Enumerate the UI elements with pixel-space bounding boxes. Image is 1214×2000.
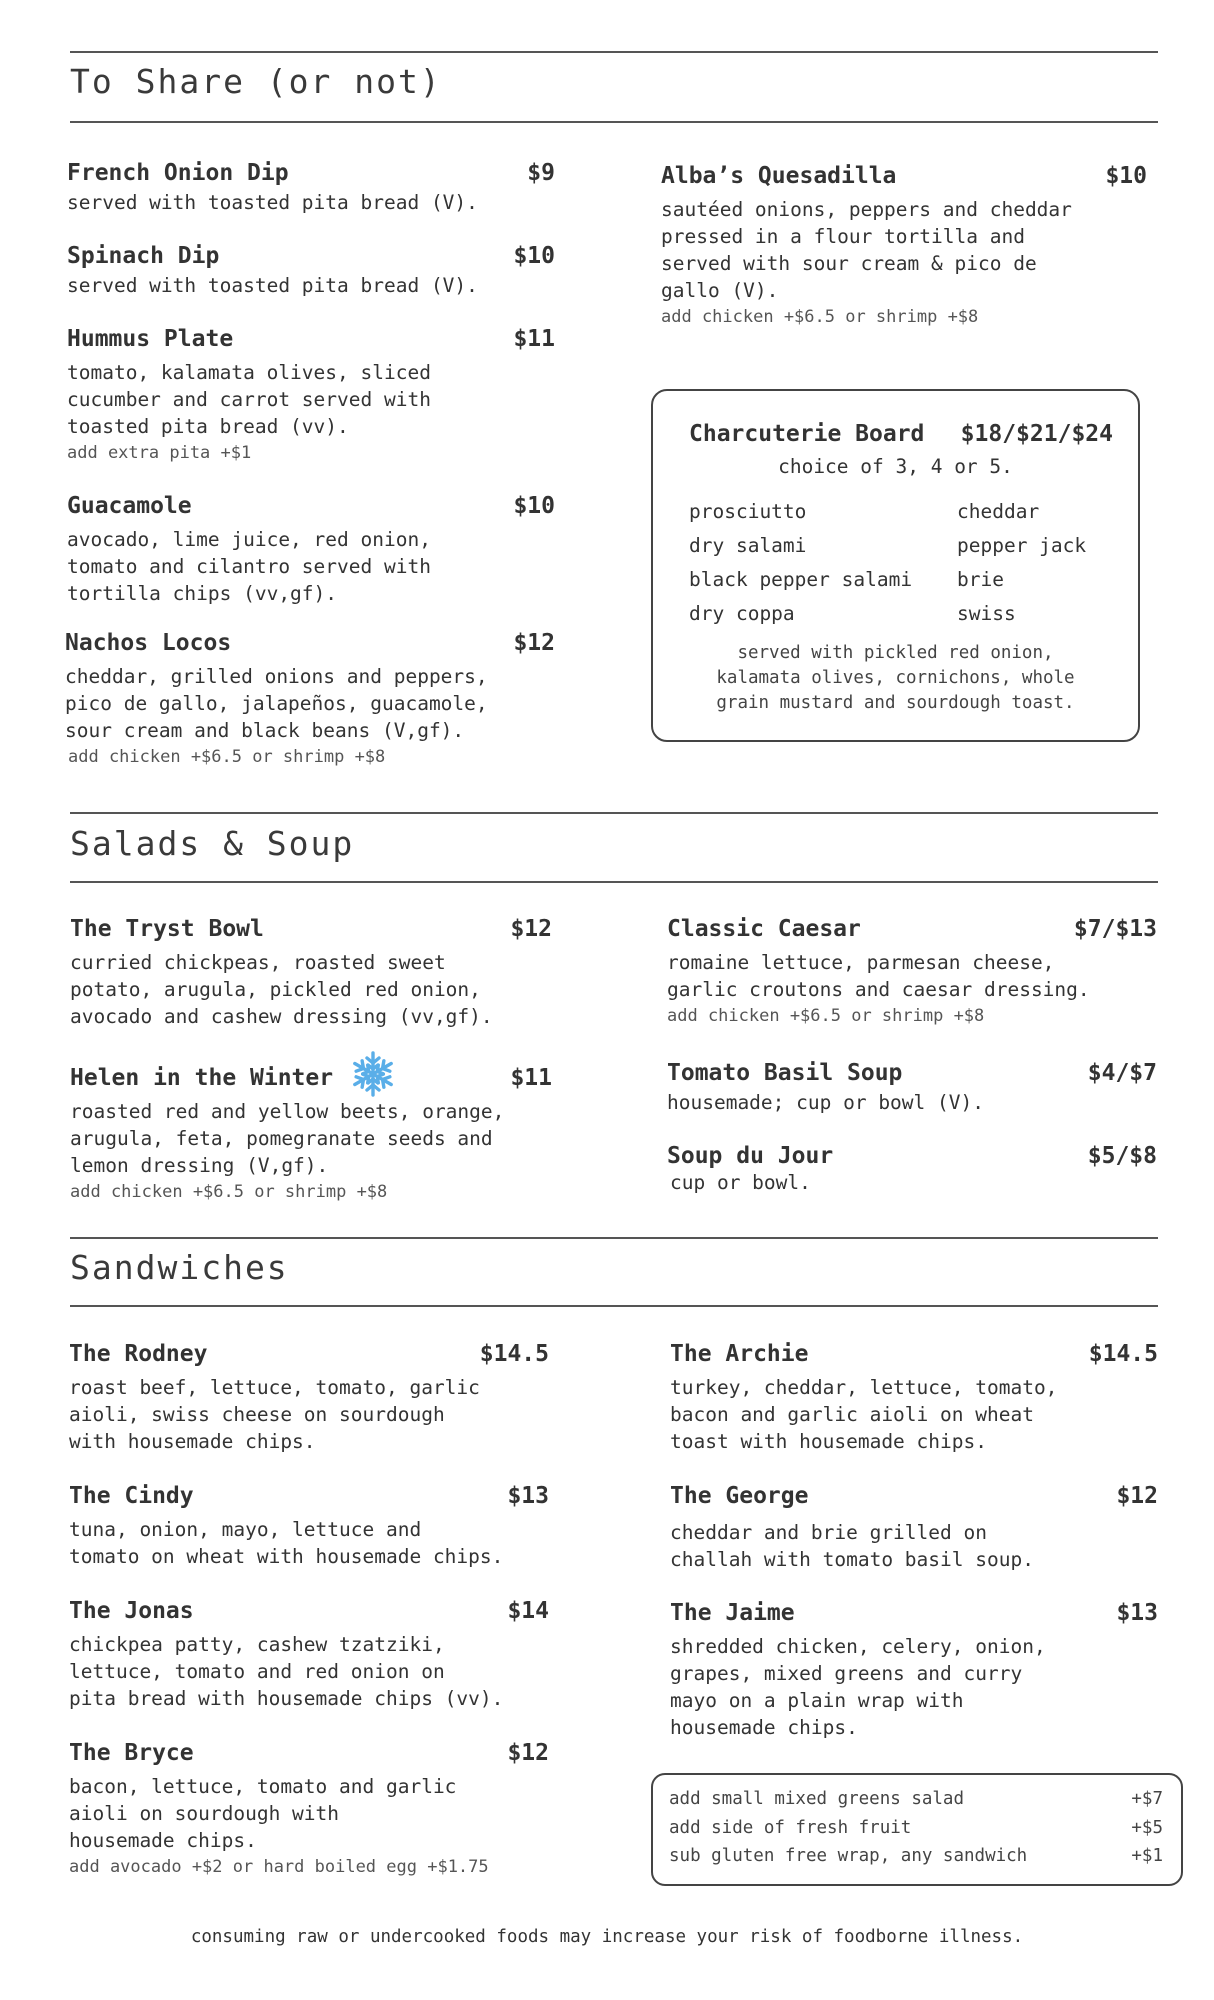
item-name: The Bryce <box>69 1740 194 1766</box>
menu-item-helen-in-the-winter <box>70 1058 552 1203</box>
meat-option: dry coppa <box>689 602 795 625</box>
item-description: romaine lettuce, parmesan cheese, garlic croutons and caesar dressing. <box>667 951 1090 1001</box>
item-addon: add chicken +$6.5 or shrimp +$8 <box>68 747 386 767</box>
section-divider <box>70 881 1158 883</box>
extra-option <box>669 1785 1163 1814</box>
menu-item-guacamole <box>67 493 555 607</box>
item-description: avocado, lime juice, red onion, tomato and cilantro served with tortilla chips (vv,gf). <box>67 528 431 605</box>
item-price: $12 <box>507 1740 549 1766</box>
cheese-option: swiss <box>957 602 1016 625</box>
section-title-salads: Salads & Soup <box>70 824 355 863</box>
extra-price: +$1 <box>1131 1846 1163 1866</box>
item-description: roasted red and yellow beets, orange, arugula, feta, pomegranate seeds and lemon dressing (V,gf). <box>70 1100 505 1177</box>
section-title-sandwiches: Sandwiches <box>70 1248 289 1287</box>
item-description: bacon, lettuce, tomato and garlic aioli on sourdough with housemade chips. <box>69 1775 457 1852</box>
charcuterie-board-box <box>651 389 1140 742</box>
item-name: Spinach Dip <box>67 243 220 269</box>
item-description: served with toasted pita bread (V). <box>67 274 478 297</box>
charcuterie-price: $18/$21/$24 <box>960 421 1113 447</box>
menu-item-the-archie <box>670 1341 1158 1455</box>
item-price: $10 <box>1105 163 1147 189</box>
item-name: Helen in the Winter <box>70 1065 334 1091</box>
section-divider <box>70 812 1158 814</box>
item-price: $14 <box>507 1598 549 1624</box>
section-divider <box>70 121 1158 123</box>
item-description: tuna, onion, mayo, lettuce and tomato on wheat with housemade chips. <box>69 1518 504 1568</box>
item-description: cup or bowl. <box>670 1171 811 1194</box>
item-description: chickpea patty, cashew tzatziki, lettuce, tomato and red onion on pita bread with housemade chips (vv). <box>69 1633 504 1710</box>
item-description: housemade; cup or bowl (V). <box>667 1091 984 1114</box>
item-addon: add chicken +$6.5 or shrimp +$8 <box>70 1182 388 1202</box>
cheese-option: cheddar <box>957 500 1040 523</box>
item-name: The Cindy <box>69 1483 194 1509</box>
charcuterie-note: served with pickled red onion, kalamata olives, cornichons, whole grain mustard and sourdough toast. <box>716 643 1075 713</box>
item-price: $4/$7 <box>1087 1060 1157 1086</box>
charcuterie-row <box>689 563 1109 597</box>
extra-option <box>669 1814 1163 1843</box>
item-description: curried chickpeas, roasted sweet potato, arugula, pickled red onion, avocado and cashew dressing (vv,gf). <box>70 951 493 1028</box>
item-description: shredded chicken, celery, onion, grapes, mixed greens and curry mayo on a plain wrap with housemade chips. <box>670 1635 1046 1739</box>
section-divider <box>70 51 1158 53</box>
item-name: Classic Caesar <box>667 916 861 942</box>
menu-item-the-george <box>670 1483 1158 1573</box>
charcuterie-options <box>689 495 1109 631</box>
item-price: $11 <box>510 1065 552 1091</box>
item-name: Guacamole <box>67 493 192 519</box>
item-price: $12 <box>510 916 552 942</box>
item-price: $10 <box>513 493 555 519</box>
footer-notice: consuming raw or undercooked foods may increase your risk of foodborne illness. <box>190 1927 1024 1947</box>
item-name: The Tryst Bowl <box>70 916 264 942</box>
item-price: $13 <box>1116 1600 1158 1626</box>
item-name: The Jaime <box>670 1600 795 1626</box>
menu-item-the-rodney <box>69 1341 549 1455</box>
item-addon: add chicken +$6.5 or shrimp +$8 <box>661 307 979 327</box>
item-price: $12 <box>1116 1483 1158 1509</box>
sandwich-extras-box <box>651 1773 1183 1886</box>
item-description: served with toasted pita bread (V). <box>67 191 478 214</box>
item-description: cheddar and brie grilled on challah with tomato basil soup. <box>670 1521 1034 1571</box>
item-name: The Archie <box>670 1341 809 1367</box>
item-price: $9 <box>527 160 555 186</box>
item-addon: add avocado +$2 or hard boiled egg +$1.75 <box>69 1857 489 1877</box>
item-addon: add chicken +$6.5 or shrimp +$8 <box>667 1006 985 1026</box>
meat-option: dry salami <box>689 534 807 557</box>
extra-label: add small mixed greens salad <box>669 1789 965 1809</box>
charcuterie-row <box>689 495 1109 529</box>
menu-item-soup-du-jour <box>667 1143 1157 1196</box>
menu-item-the-cindy <box>69 1483 549 1570</box>
cheese-option: brie <box>957 568 1004 591</box>
menu-item-albas-quesadilla <box>661 163 1147 328</box>
item-description: roast beef, lettuce, tomato, garlic aioli, swiss cheese on sourdough with housemade chips. <box>69 1376 480 1453</box>
extra-label: add side of fresh fruit <box>669 1817 912 1838</box>
item-description: sautéed onions, peppers and cheddar pressed in a flour tortilla and served with sour cream & pico de gallo (V). <box>661 198 1072 302</box>
item-price: $5/$8 <box>1087 1143 1157 1169</box>
item-name: The Rodney <box>69 1341 208 1367</box>
item-name: French Onion Dip <box>67 160 289 186</box>
section-divider <box>70 1237 1158 1239</box>
item-price: $13 <box>507 1483 549 1509</box>
item-price: $11 <box>513 326 555 352</box>
menu-item-hummus-plate <box>67 326 555 464</box>
item-description: cheddar, grilled onions and peppers, pico de gallo, jalapeños, guacamole, sour cream and black beans (V,gf). <box>65 665 488 742</box>
item-name: Soup du Jour <box>667 1143 834 1169</box>
extra-label: sub gluten free wrap, any sandwich <box>669 1846 1028 1866</box>
menu-item-french-onion-dip <box>67 160 555 216</box>
item-description: tomato, kalamata olives, sliced cucumber and carrot served with toasted pita bread (vv). <box>67 361 431 438</box>
item-description: turkey, cheddar, lettuce, tomato, bacon and garlic aioli on wheat toast with housemade chips. <box>670 1376 1058 1453</box>
item-price: $7/$13 <box>1073 916 1157 942</box>
snowflake-icon <box>349 1050 397 1098</box>
section-title-share: To Share (or not) <box>70 62 442 101</box>
extra-option <box>669 1842 1163 1871</box>
section-divider <box>70 1305 1158 1307</box>
item-name: Tomato Basil Soup <box>667 1060 903 1086</box>
item-price: $10 <box>513 243 555 269</box>
charcuterie-row <box>689 597 1109 631</box>
item-name: The George <box>670 1483 809 1509</box>
meat-option: prosciutto <box>689 500 807 523</box>
item-name: The Jonas <box>69 1598 194 1624</box>
item-price: $12 <box>513 630 555 656</box>
extra-price: +$5 <box>1131 1817 1163 1838</box>
menu-item-tryst-bowl <box>70 916 552 1030</box>
menu-item-nachos-locos <box>65 630 555 768</box>
menu-item-the-jaime <box>670 1600 1158 1741</box>
item-addon: add extra pita +$1 <box>67 443 252 463</box>
menu-item-the-jonas <box>69 1598 549 1712</box>
menu-item-the-bryce <box>69 1740 549 1878</box>
item-name: Nachos Locos <box>65 630 232 656</box>
item-name: Alba’s Quesadilla <box>661 163 897 189</box>
meat-option: black pepper salami <box>689 568 913 591</box>
item-price: $14.5 <box>479 1341 549 1367</box>
item-name: Hummus Plate <box>67 326 234 352</box>
item-price: $14.5 <box>1088 1341 1158 1367</box>
menu-item-spinach-dip <box>67 243 555 299</box>
charcuterie-row <box>689 529 1109 563</box>
menu-item-classic-caesar <box>667 916 1157 1027</box>
cheese-option: pepper jack <box>957 534 1087 557</box>
charcuterie-subtitle: choice of 3, 4 or 5. <box>778 455 1013 478</box>
extra-price: +$7 <box>1131 1789 1163 1809</box>
menu-item-tomato-basil-soup <box>667 1060 1157 1116</box>
charcuterie-name: Charcuterie Board <box>689 421 925 447</box>
